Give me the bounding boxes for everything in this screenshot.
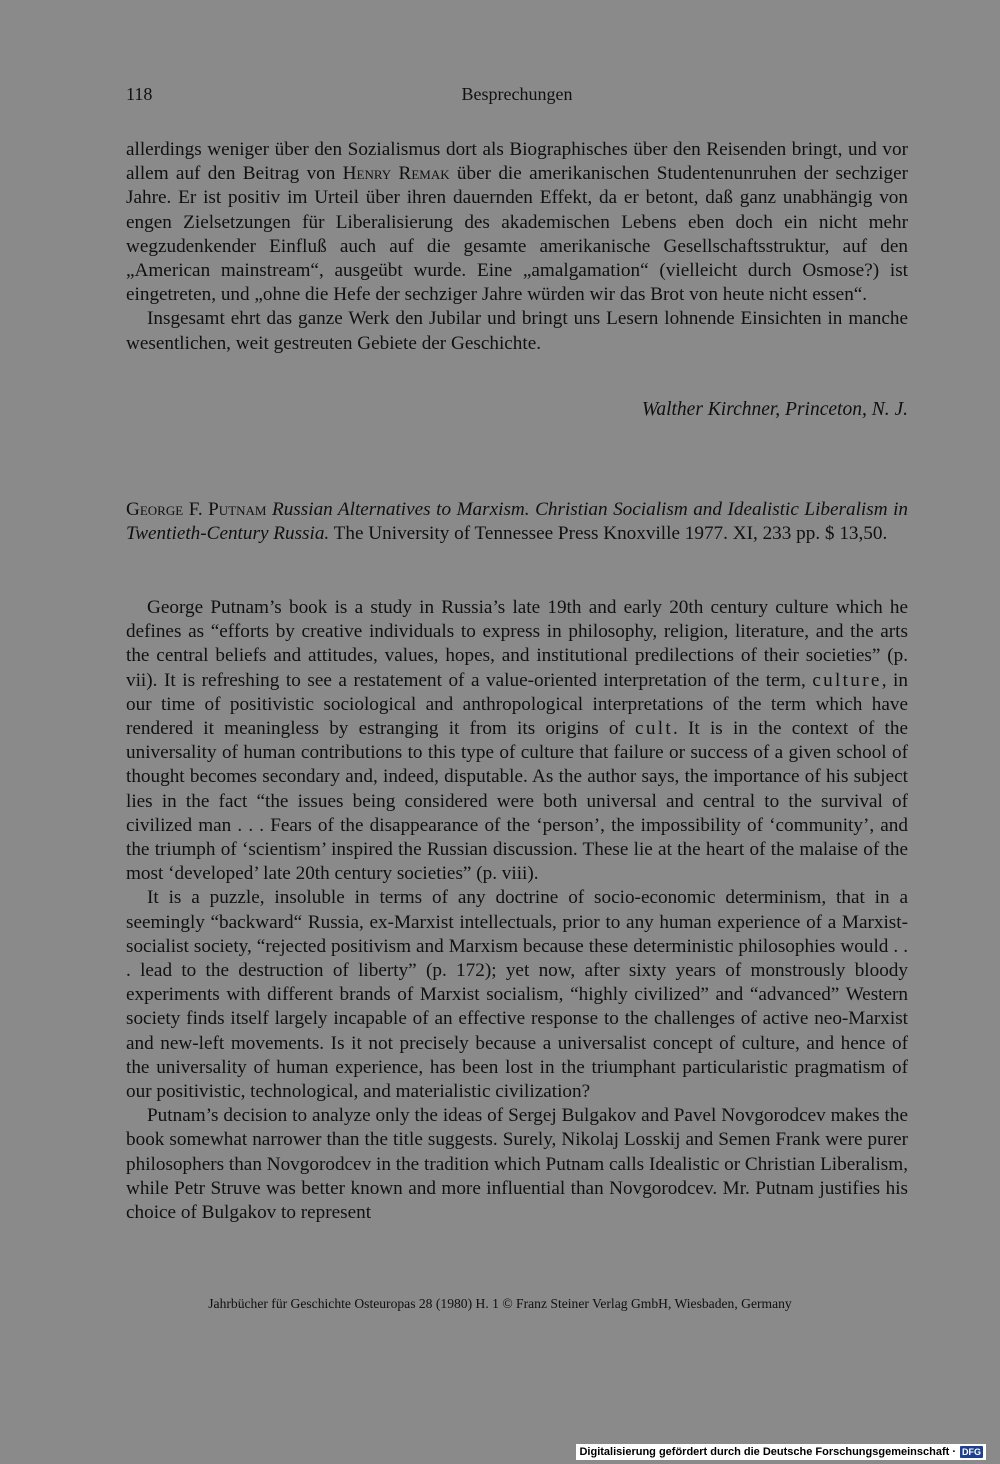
paragraph-text: allerdings weniger über den Sozialismus dort als Biographisches über den Reisenden bringt, und vor allem auf den Beitrag von [126,139,908,185]
paragraph-text: George Putnam’s book is a study in Russia’s late 19th and early 20th century culture which he defines as “efforts by creative individuals to express in philosophy, religion, literature, and the arts the central beliefs and attitudes, values, hopes, and institutional predilections of their societies” (p. vii). It is refreshing to see a restatement of a value-oriented interpretation of the term, [126,597,908,691]
previous-review-paragraph-1 [126,138,908,307]
review-paragraph-1 [126,596,908,886]
book-citation [126,498,908,546]
digitization-credit [576,1444,986,1460]
review-paragraph-3: Putnam’s decision to analyze only the ideas of Sergej Bulgakov and Pavel Novgorodcev makes the book somewhat narrower than the title suggests. Surely, Nikolaj Losskij and Semen Frank were purer philosophers than Novgorodcev in the tradition which Putnam calls Idealistic or Christian Liberalism, while Petr Struve was better known and more influential than Novgorodcev. Mr. Putnam justifies his choice of Bulgakov to represent [126,1105,908,1224]
review-paragraph-2: It is a puzzle, insoluble in terms of any doctrine of socio-economic determinism, that in a seemingly “backward“ Russia, ex-Marxist intellectuals, prior to any human experience of a Marxist-socialist society, “rejected positivism and Marxism because these deterministic philosophies would . . . lead to the destruction of liberty” (p. 172); yet now, after sixty years of monstrously bloody experiments with different brands of Marxist socialism, “highly civilized” and “advanced” Western society finds itself largely incapable of an effective response to the challenges of active neo-Marxist and new-left movements. Is it not precisely because a universalist concept of culture, and hence of the universality of human experience, has been lost in the triumphant particularistic pragmatism of our positivistic, technological, and materialistic civilization? [126,887,908,1103]
paragraph-text: , in our time of positivistic sociological and anthropological interpretations of the term which have rendered it meaningless by estranging it from its origins of [126,669,908,740]
reviewer-signature: Walther Kirchner, Princeton, N. J. [641,399,908,420]
paragraph-text: . It is in the context of the universality of human contributions to this type of culture that failure or success of a given school of thought becomes secondary and, indeed, disputable. As the author says, the importance of his subject lies in the fact “the issues being considered were both universal and central to the survival of civilized man . . . Fears of the disappearance of the ‘person’, the impossibility of ‘community’, and the triumph of ‘scientism’ inspired the Russian discussion. These lie at the heart of the malaise of the most ‘developed’ late 20th century societies” (p. viii). [126,718,908,885]
previous-review-text [126,138,908,356]
review-text [126,596,908,1225]
spaced-term-cult: cult [635,718,674,740]
page-number: 118 [126,84,153,104]
running-head [126,84,908,110]
section-title: Besprechungen [461,84,573,104]
paragraph-text: über die amerikanischen Studentenunruhen der sechziger Jahre. Er ist positiv im Urteil über ihren dauernden Effekt, da er betont, daß ganz unabhängig von engen Zielsetzungen für Liberalisierung des akademischen Lebens eben doch ein nicht mehr wegzudenkender Einfluß auch auf die gesamte amerikanische Gesellschaftsstruktur, auf den „American mainstream“, ausgeübt wurde. Eine „amalgamation“ (vielleicht durch Osmose?) ist eingetreten, und „ohne die Hefe der sechziger Jahre würden wir das Brot von heute nicht essen“. [126,163,908,306]
book-title: Russian Alternatives to Marxism. Christian Socialism and Idealistic Liberalism in Twentieth-Century Russia. [126,499,908,545]
dfg-logo: DFG [962,1447,981,1457]
spaced-term-culture: culture [812,669,882,691]
journal-footer: Jahrbücher für Geschichte Osteuropas 28 (1980) H. 1 © Franz Steiner Verlag GmbH, Wiesbaden, Germany [208,1296,792,1311]
digitization-credit-text: Digitalisierung gefördert durch die Deutsche Forschungsgemeinschaft · [579,1446,956,1458]
previous-review-paragraph-2: Insgesamt ehrt das ganze Werk den Jubilar und bringt uns Lesern lohnende Einsichten in manche wesentlichen, weit gestreuten Gebiete der Geschichte. [126,308,908,354]
book-author: George F. Putnam [126,499,267,520]
book-publication-details: The University of Tennessee Press Knoxville 1977. XI, 233 pp. $ 13,50. [329,523,888,545]
reviewed-contributor-name: Henry Remak [342,163,450,185]
